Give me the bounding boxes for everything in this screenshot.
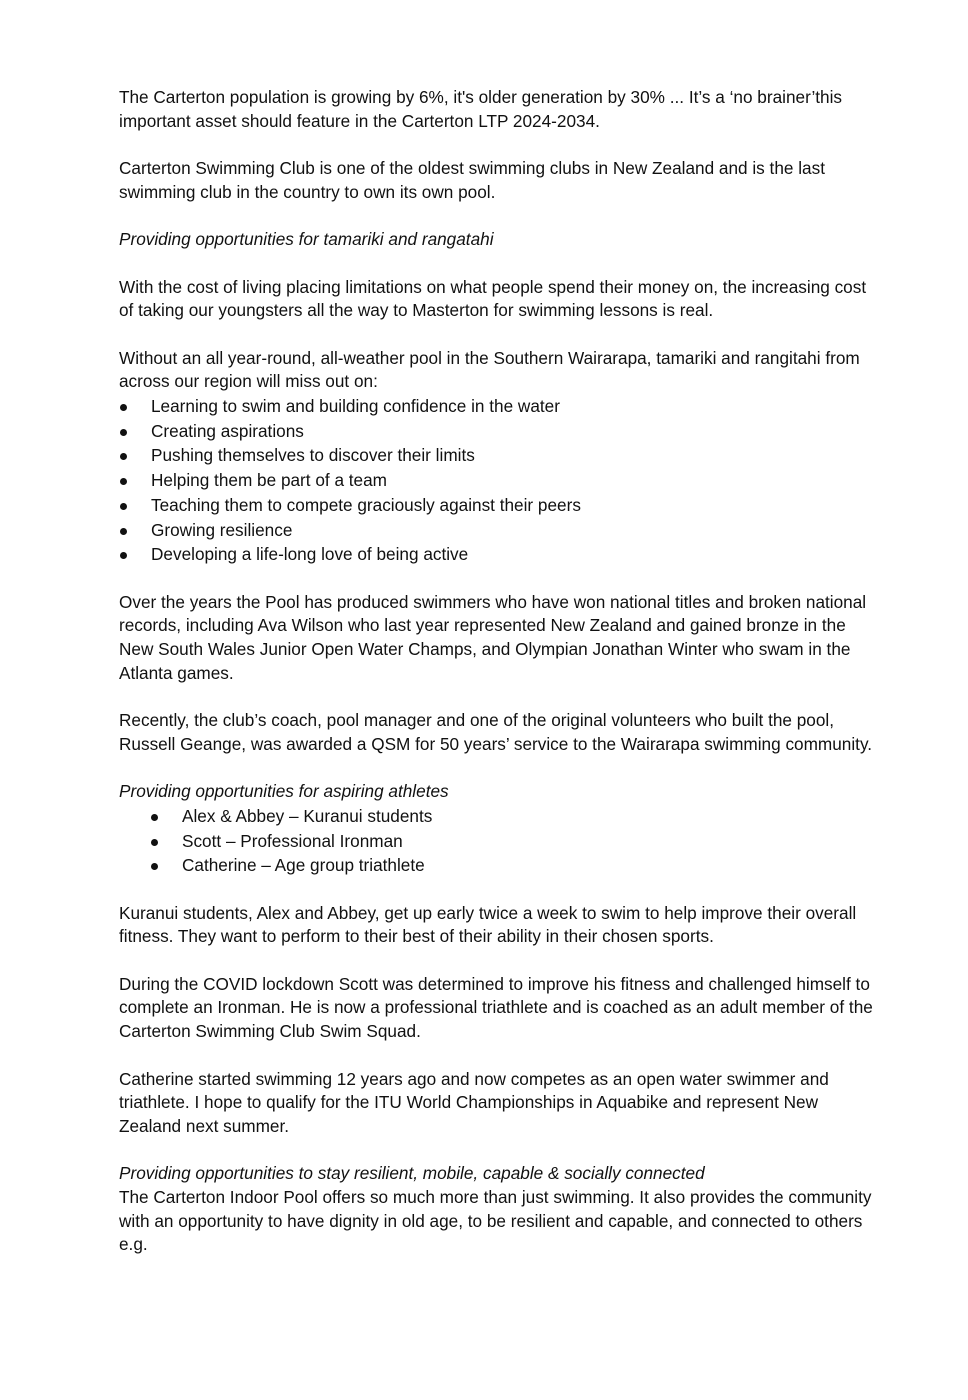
list-item: Teaching them to compete graciously against their peers bbox=[119, 493, 879, 518]
list-item: Growing resilience bbox=[119, 518, 879, 543]
list-item: Learning to swim and building confidence in the water bbox=[119, 394, 879, 419]
paragraph-cost-of-living: With the cost of living placing limitations on what people spend their money on, the increasing cost of taking our youngsters all the way to Masterton for swimming lessons is real. bbox=[119, 276, 867, 321]
paragraph-club-history: Carterton Swimming Club is one of the oldest swimming clubs in New Zealand and is the last swimming club in the country to own its own pool. bbox=[119, 158, 825, 202]
benefits-list bbox=[119, 394, 879, 567]
paragraph-achievements: Over the years the Pool has produced swimmers who have won national titles and broken national records, including Ava Wilson who last year represented New Zealand and gained bronze in the New South Wales Junior Open Water Champs, and Olympian Jonathan Winter who swam in the Atlanta games. bbox=[119, 591, 867, 683]
paragraph-scott: During the COVID lockdown Scott was determined to improve his fitness and challenged himself to complete an Ironman. He is now a professional triathlete and is coached as an adult member of the Carterton Swimming Club Swim Squad. bbox=[119, 973, 873, 1042]
list-item: Catherine – Age group triathlete bbox=[119, 853, 879, 878]
document-page bbox=[119, 86, 879, 1281]
list-item: Developing a life-long love of being active bbox=[119, 542, 879, 567]
paragraph-catherine: Catherine started swimming 12 years ago and now competes as an open water swimmer and triathlete. I hope to qualify for the ITU World Championships in Aquabike and represent New Zealand next summer. bbox=[119, 1068, 829, 1136]
athletes-list bbox=[119, 804, 879, 878]
paragraph-population: The Carterton population is growing by 6%, it's older generation by 30% ... It’s a ‘no brainer’this important asset should feature in the Carterton LTP 2024-2034. bbox=[119, 87, 843, 131]
list-item: Pushing themselves to discover their limits bbox=[119, 443, 879, 468]
list-item: Creating aspirations bbox=[119, 419, 879, 444]
list-item: Helping them be part of a team bbox=[119, 468, 879, 493]
heading-tamariki: Providing opportunities for tamariki and rangatahi bbox=[119, 229, 494, 250]
list-item: Scott – Professional Ironman bbox=[119, 829, 879, 854]
paragraph-kuranui-students: Kuranui students, Alex and Abbey, get up early twice a week to swim to help improve their overall fitness. They want to perform to their best of their ability in their chosen sports. bbox=[119, 902, 857, 947]
paragraph-indoor-pool: The Carterton Indoor Pool offers so much more than just swimming. It also provides the community with an opportunity to have dignity in old age, to be resilient and capable, and connected to others e.g. bbox=[119, 1187, 872, 1255]
paragraph-without-pool: Without an all year-round, all-weather pool in the Southern Wairarapa, tamariki and rangitahi from across our region will miss out on: bbox=[119, 347, 860, 392]
heading-athletes: Providing opportunities for aspiring athletes bbox=[119, 781, 449, 802]
paragraph-coach-qsm: Recently, the club’s coach, pool manager and one of the original volunteers who built the pool, Russell Geange, was awarded a QSM for 50 years’ service to the Wairarapa swimming community. bbox=[119, 710, 873, 754]
heading-resilient: Providing opportunities to stay resilient, mobile, capable & socially connected bbox=[119, 1163, 705, 1184]
list-item: Alex & Abbey – Kuranui students bbox=[119, 804, 879, 829]
